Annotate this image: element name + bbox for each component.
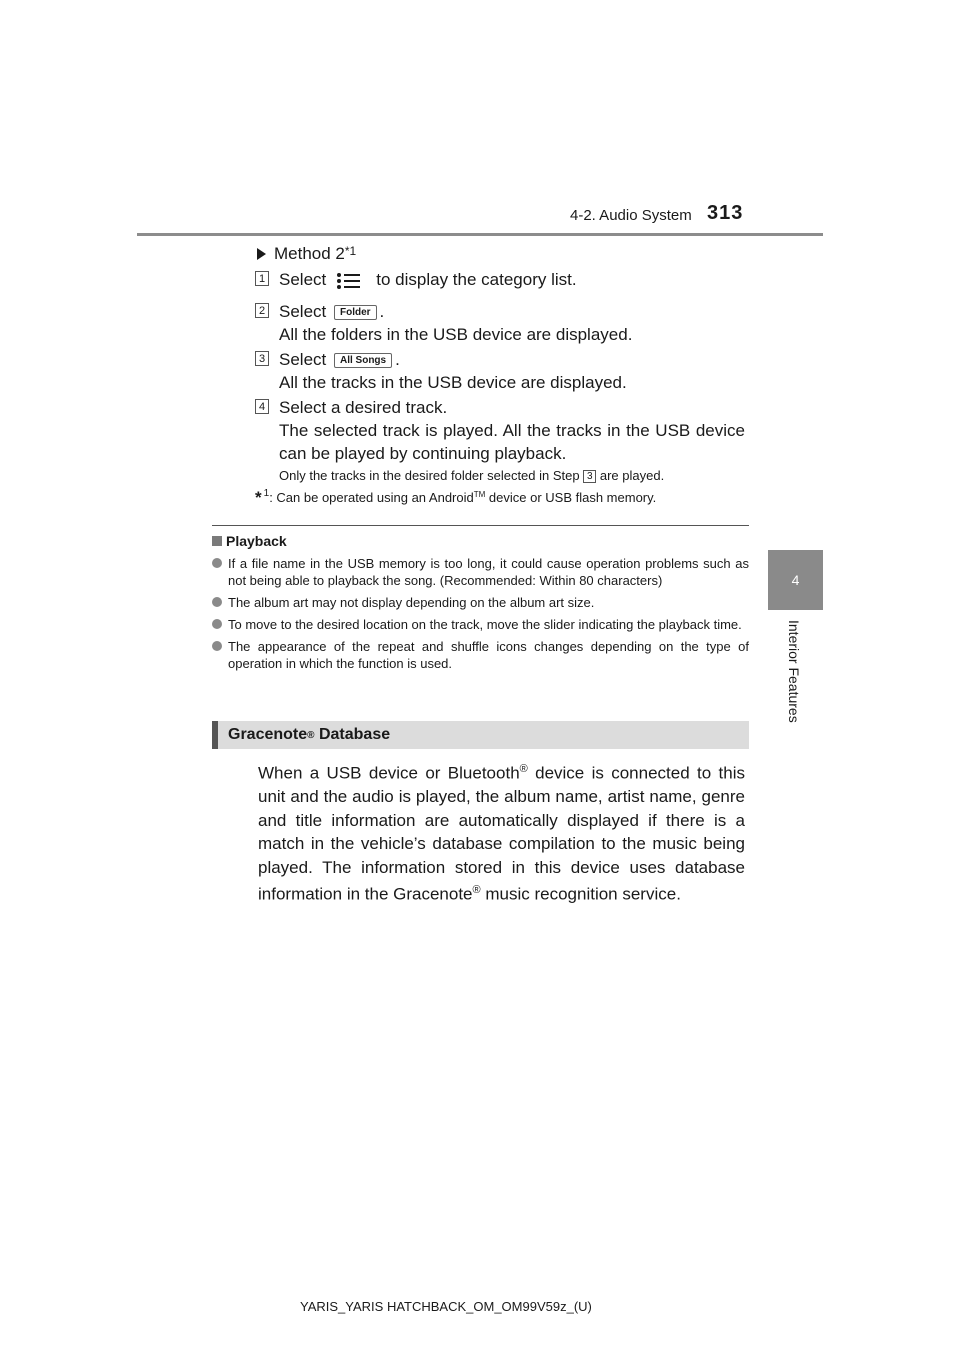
footnote-num: 1 xyxy=(263,488,270,499)
list-item xyxy=(212,555,749,589)
note-text: Only the tracks in the desired folder selected in Step xyxy=(279,468,580,483)
document-footer: YARIS_YARIS HATCHBACK_OM_OM99V59z_(U) xyxy=(300,1299,592,1314)
method-label: Method 2 xyxy=(274,244,345,263)
step-number: 1 xyxy=(255,271,269,286)
section-divider xyxy=(212,525,749,526)
chapter-label: Interior Features xyxy=(786,620,802,723)
gracenote-paragraph xyxy=(258,758,745,906)
step-4 xyxy=(279,396,745,465)
list-item xyxy=(212,594,749,611)
bullet-text: The album art may not display depending on the album art size. xyxy=(228,595,595,610)
registered-mark: ® xyxy=(307,729,315,741)
step-number: 4 xyxy=(255,399,269,414)
list-icon xyxy=(334,271,364,291)
bullet-icon xyxy=(212,597,222,607)
square-bullet-icon xyxy=(212,536,222,546)
paragraph-text: device is connected to this unit and the audio is played, the album name, artist name, genre and title information are automatically displayed if there is a match in the vehicle’s database compilation to the music being played. The information stored in this device uses database information in the Gracenote xyxy=(258,763,745,904)
chapter-tab: 4 xyxy=(768,550,823,610)
bullet-text: If a file name in the USB memory is too long, it could cause operation problems such as not being able to playback the song. (Recommended: Within 80 characters) xyxy=(228,556,749,588)
step-subtext: All the tracks in the USB device are displayed. xyxy=(279,373,627,392)
all-songs-button: All Songs xyxy=(334,353,392,368)
playback-heading xyxy=(212,533,287,549)
step-1 xyxy=(279,268,749,291)
playback-heading-text: Playback xyxy=(226,533,287,549)
list-item xyxy=(212,638,749,672)
step-text: . xyxy=(395,350,400,369)
folder-button: Folder xyxy=(334,305,377,320)
bullet-icon xyxy=(212,619,222,629)
step-text: to display the category list. xyxy=(376,270,577,289)
step-3 xyxy=(279,348,749,394)
footnote-text: : Can be operated using an Android xyxy=(269,490,474,505)
heading-text: Database xyxy=(314,726,391,743)
bullet-text: To move to the desired location on the track, move the slider indicating the playback time. xyxy=(228,617,742,632)
footnote-mark: * xyxy=(255,488,262,507)
step-number: 3 xyxy=(255,351,269,366)
section-title: 4-2. Audio System xyxy=(570,207,692,224)
trademark: TM xyxy=(473,490,486,499)
step-text: Select xyxy=(279,302,327,321)
paragraph-text: When a USB device or Bluetooth xyxy=(258,763,520,783)
step-subtext: The selected track is played. All the tracks in the USB device can be played by continuing playback. xyxy=(279,421,745,463)
step-number: 2 xyxy=(255,303,269,318)
list-item xyxy=(212,616,749,633)
step-text: Select xyxy=(279,350,327,369)
footnote-ref: *1 xyxy=(344,244,357,258)
paragraph-text: music recognition service. xyxy=(480,884,681,904)
step-subtext: All the folders in the USB device are displayed. xyxy=(279,325,633,344)
playback-list xyxy=(212,555,749,677)
footnote xyxy=(255,490,656,506)
note-text: are played. xyxy=(599,468,665,483)
page-number: 313 xyxy=(707,202,744,224)
step-text: Select xyxy=(279,270,327,289)
bullet-text: The appearance of the repeat and shuffle icons changes depending on the type of operation in which the function is used. xyxy=(228,639,749,671)
step-text: . xyxy=(379,302,385,321)
step-ref: 3 xyxy=(583,470,596,483)
registered-mark: ® xyxy=(472,884,481,897)
bullet-icon xyxy=(212,558,222,568)
triangle-bullet-icon xyxy=(257,248,266,260)
header-divider xyxy=(137,233,823,236)
registered-mark: ® xyxy=(519,763,528,775)
gracenote-heading xyxy=(212,721,749,749)
step-note xyxy=(279,468,664,483)
heading-text: Gracenote xyxy=(228,726,308,743)
step-text: Select a desired track. xyxy=(279,398,448,417)
step-2 xyxy=(279,300,749,346)
method-heading xyxy=(257,244,356,264)
bullet-icon xyxy=(212,641,222,651)
footnote-text: device or USB flash memory. xyxy=(485,490,657,505)
